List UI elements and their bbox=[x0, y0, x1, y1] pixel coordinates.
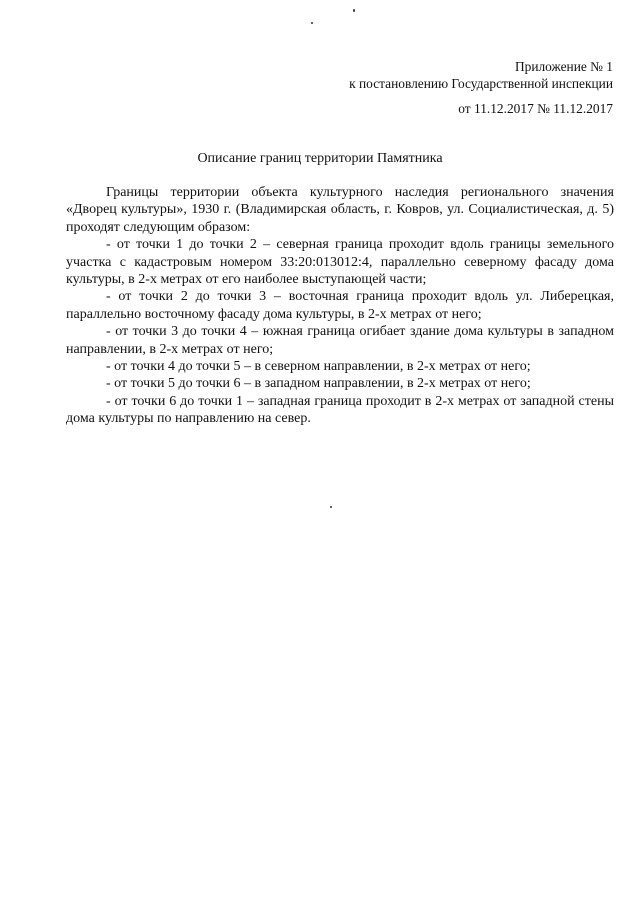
scan-speck bbox=[311, 22, 313, 24]
scan-speck bbox=[330, 506, 332, 508]
boundary-segment-6-1: - от точки 6 до точки 1 – западная граница проходит в 2-х метрах от западной стены дома культуры по направлению на север. bbox=[66, 393, 614, 427]
boundary-segment-5-6: - от точки 5 до точки 6 – в западном направлении, в 2-х метрах от него; bbox=[106, 376, 531, 392]
boundary-segment-3-4: - от точки 3 до точки 4 – южная граница огибает здание дома культуры в западном направлении, в 2-х метрах от него; bbox=[66, 324, 614, 357]
document-title: Описание границ территории Памятника bbox=[197, 151, 443, 166]
document-body bbox=[66, 184, 614, 428]
decree-reference: к постановлению Государственной инспекции bbox=[349, 76, 613, 91]
boundary-segment-1-2: - от точки 1 до точки 2 – северная граница проходит вдоль границы земельного участка с кадастровым номером 33:20:013012:4, параллельно северному фасаду дома культуры, в 2-х метрах от его наиболее выступающей части; bbox=[66, 237, 614, 288]
boundary-segment-4-5: - от точки 4 до точки 5 – в северном направлении, в 2-х метрах от него; bbox=[106, 359, 531, 375]
boundary-intro-paragraph: Границы территории объекта культурного наследия регионального значения «Дворец культуры», 1930 г. (Владимирская область, г. Ковров, ул. Социалистическая, д. 5) проходят следующим образом: bbox=[66, 185, 614, 235]
scan-speck bbox=[353, 9, 355, 12]
boundary-segment-2-3: - от точки 2 до точки 3 – восточная граница проходит вдоль ул. Либерецкая, параллельно восточному фасаду дома культуры, в 2-х метрах от него; bbox=[66, 289, 614, 322]
annex-number: Приложение № 1 bbox=[514, 59, 613, 74]
decree-date-number: от 11.12.2017 № 11.12.2017 bbox=[458, 101, 613, 116]
annex-header bbox=[349, 58, 613, 92]
